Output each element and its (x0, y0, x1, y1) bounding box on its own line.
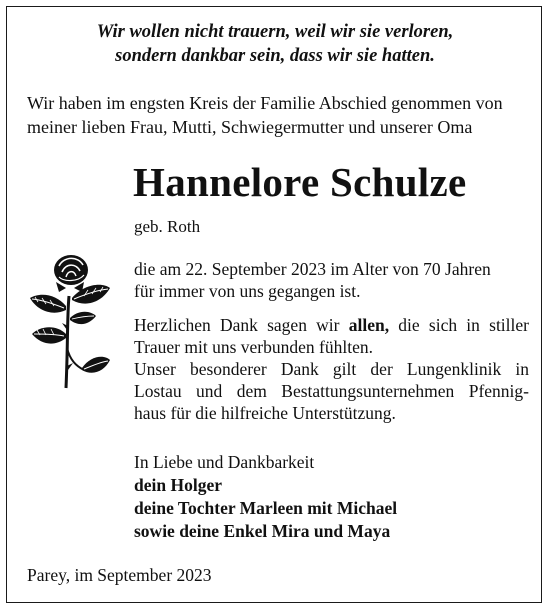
place-date: Parey, im September 2023 (27, 565, 212, 585)
thanks-text-post: die sich in stiller (389, 315, 529, 335)
signature-line-2: deine Tochter Marleen mit Michael (134, 498, 398, 518)
thanks-text-bold: allen, (348, 315, 390, 335)
thanks-line-1 (134, 314, 529, 336)
death-notice-line-1: die am 22. September 2023 im Alter von 70 Jahren (134, 259, 491, 279)
thanks-line-4: Lostau und dem Bestattungsunternehmen Pfennig- (134, 381, 529, 401)
death-notice-line-2: für immer von uns gegangen ist. (134, 281, 361, 301)
intro-line-2: meiner lieben Frau, Mutti, Schwiegermutter und unserer Oma (27, 117, 473, 137)
thanks-text-pre: Herzlichen Dank sagen wir (134, 315, 349, 335)
signature-line-3: sowie deine Enkel Mira und Maya (134, 521, 391, 541)
thanks-line-2: Trauer mit uns verbunden fühlten. (134, 337, 373, 357)
thanks-line-3: Unser besonderer Dank gilt der Lungenklinik in (134, 359, 529, 379)
signature-line-1: dein Holger (134, 475, 222, 495)
motto-line-2: sondern dankbar sein, dass wir sie hatten. (115, 46, 435, 66)
rose-icon (26, 248, 112, 390)
closing-phrase: In Liebe und Dankbarkeit (134, 452, 315, 472)
thanks-line-5: haus für die hilfreiche Unterstützung. (134, 403, 396, 423)
intro-line-1: Wir haben im engsten Kreis der Familie Abschied genommen von (27, 93, 503, 113)
motto-line-1: Wir wollen nicht trauern, weil wir sie verloren, (96, 22, 454, 42)
deceased-name: Hannelore Schulze (133, 159, 467, 205)
birth-name: geb. Roth (134, 217, 201, 236)
